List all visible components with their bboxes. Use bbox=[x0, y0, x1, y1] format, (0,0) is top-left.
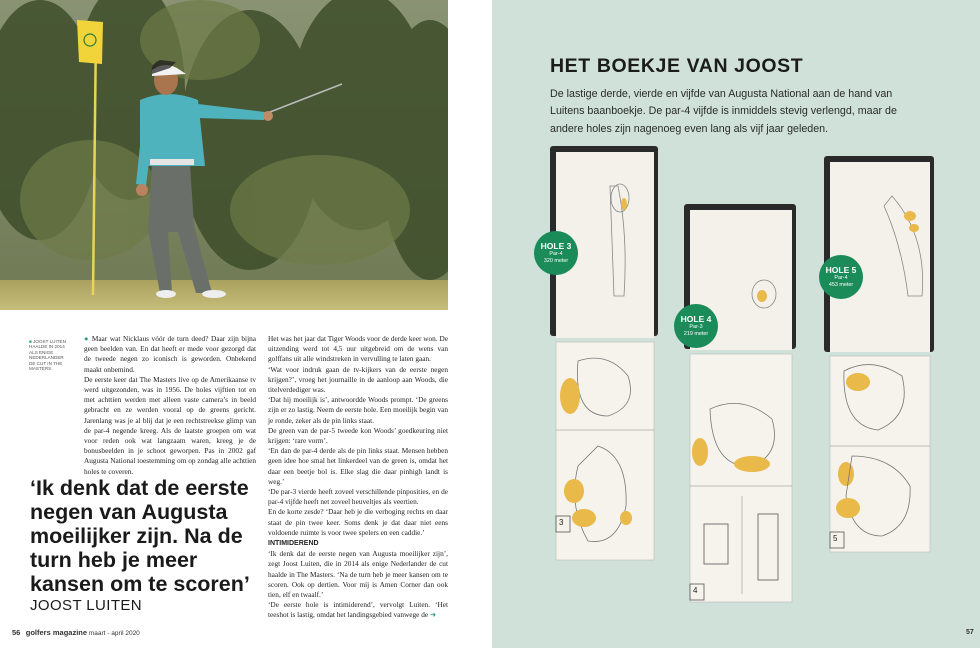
subheading: INTIMIDEREND bbox=[268, 540, 319, 548]
paragraph bbox=[268, 600, 448, 620]
badge-par: Par-4 bbox=[549, 251, 563, 258]
badge-title: HOLE 5 bbox=[825, 265, 857, 276]
caption-line: DE CUT IN THE bbox=[29, 360, 63, 366]
page-number-left: 56 bbox=[12, 628, 21, 637]
paragraph: ‘En dan de par-4 derde als de pin links staat. Mensen hebben geen idee hoe smal het linkerdeel van de green is, omdat het daar een beetje bol is. Elke slag die daar pinhigh landt is weg.’ bbox=[268, 446, 448, 486]
yardage-booklet-hole-5 bbox=[822, 156, 936, 554]
intro-text: De lastige derde, vierde en vijfde van Augusta National aan de hand van Luitens baanboekje. De par-4 vijfde is inmiddels stevig verlengd, maar de andere holes zijn nagenoeg even lang als vijf jaar geleden. bbox=[550, 88, 897, 135]
badge-title: HOLE 4 bbox=[680, 314, 712, 325]
caption-line: ALS ENIGE bbox=[29, 349, 54, 355]
booklet-drawing bbox=[682, 204, 798, 604]
page-number-right: 57 bbox=[966, 629, 974, 636]
badge-par: Par-4 bbox=[834, 275, 848, 282]
quote-author: JOOST LUITEN bbox=[30, 597, 143, 614]
paragraph: Het was het jaar dat Tiger Woods voor de derde keer won. De uitzending werd tot 4,5 uur uitgebreid om de wens van golffans uit alle windstreken in vervulling te laten gaan. bbox=[268, 334, 448, 364]
magazine-name: golfers magazine bbox=[25, 628, 88, 637]
caption-line: HAALDE IN 2014 bbox=[29, 344, 65, 350]
caption-line: NEDERLANDER bbox=[29, 355, 64, 361]
badge-par: Par-3 bbox=[689, 324, 703, 331]
page-title: HET BOEKJE VAN JOOST bbox=[550, 55, 804, 77]
paragraph: En de korte zesde? ‘Daar heb je die verhoging rechts en daar staat de pin twee keer. Soms denk je dat daar niet eens voldoende ruimte is voor twee spelers en een caddie.’ bbox=[268, 507, 448, 537]
booklet-page-number: 3 bbox=[559, 518, 564, 527]
hole-5-badge bbox=[819, 255, 863, 299]
paragraph: ‘Ik denk dat de eerste negen van Augusta moeilijker zijn’, zegt Joost Luiten, die in 2014 als enige Nederlander de cut haalde in The Masters. ‘Na de turn heb je meer kansen om te scoren. Ook op dertien. Voor mij is Amen Corner dan ook tien, elf en twaalf.’ bbox=[268, 549, 448, 600]
booklet-drawing bbox=[548, 146, 660, 562]
paragraph: De eerste keer dat The Masters live op de Amerikaanse tv werd uitgezonden, was in 1956. De holes vijftien tot en met achttien werden met alleen vaste camera’s in beeld gebracht en ze werden vooral op de greens gericht. Jarenlang was je al blij dat je een rechtstreekse glimp van de par-4 negende kreeg. Als de laatste groepen om wat voor reden ook wat langzaam waren, kreeg je de bonusbeelden in je schoot geworpen. Pas in 2002 gaf Augusta National toestemming om op zondag alle achttien holes te coveren. bbox=[84, 374, 256, 476]
yardage-booklet-hole-3 bbox=[548, 146, 660, 562]
badge-length: 320 meter bbox=[543, 257, 569, 264]
booklet-page-number: 4 bbox=[693, 586, 698, 595]
paragraph-text: ‘De eerste hole is intimiderend’, vervolgt Luiten. ‘Het teeshot is lastig, omdat het landingsgebied vanwege de bbox=[268, 600, 448, 620]
paragraph: ‘Dat hij moeilijk is’, antwoordde Woods prompt. ‘De greens zijn er zo lastig. Neem de eerste hole. Een moeilijk begin van je ronde, zeker als de pin links staat. bbox=[268, 395, 448, 425]
badge-length: 219 meter bbox=[683, 330, 709, 337]
caption-bullet-icon: ■ bbox=[29, 339, 32, 344]
booklet-page-number: 5 bbox=[833, 534, 838, 543]
photo-caption bbox=[29, 339, 79, 371]
paragraph: ‘De par-3 vierde heeft zoveel verschillende pinposities, en de par-4 vijfde heeft net zoveel heuveltjes als veertien. bbox=[268, 487, 448, 507]
badge-length: 453 meter bbox=[828, 281, 854, 288]
badge-title: HOLE 3 bbox=[540, 241, 572, 252]
hole-4-badge bbox=[674, 304, 718, 348]
golfer-photo-illustration bbox=[0, 0, 448, 310]
article-column-1 bbox=[84, 334, 256, 477]
golfer-photo bbox=[0, 0, 448, 310]
issue-date: maart - april 2020 bbox=[88, 630, 140, 637]
pull-quote: ‘Ik denk dat de eerste negen van Augusta moeilijker zijn. Na de turn heb je meer kansen om te scoren’ bbox=[30, 476, 250, 596]
article-column-2 bbox=[268, 334, 448, 621]
yardage-booklet-hole-4 bbox=[682, 204, 798, 604]
booklet-drawing bbox=[822, 156, 936, 554]
paragraph: ‘Wat voor indruk gaan de tv-kijkers van de eerste negen krijgen?’, vroeg het journaille in de aanloop aan Woods, die titelverdediger was. bbox=[268, 364, 448, 395]
start-bullet-icon: ● bbox=[84, 334, 92, 343]
paragraph-text: Maar wat Nicklaus vóór de turn deed? Daar zijn bijna geen beelden van. En dat heeft er mede voor gezorgd dat de tweede negen zo iconisch is geworden. Onbekend maakt onbemind. bbox=[84, 334, 256, 374]
hole-3-badge bbox=[534, 231, 578, 275]
caption-line: JOOST LUITEN bbox=[33, 339, 66, 344]
paragraph bbox=[84, 334, 256, 375]
footer-left bbox=[12, 628, 140, 637]
continue-arrow-icon: ➜ bbox=[429, 610, 437, 620]
caption-line: MASTERS. bbox=[29, 366, 53, 372]
paragraph: De green van de par-5 tweede kon Woods’ goedkeuring niet krijgen: ‘rare vorm’. bbox=[268, 425, 448, 446]
right-page bbox=[492, 0, 980, 648]
